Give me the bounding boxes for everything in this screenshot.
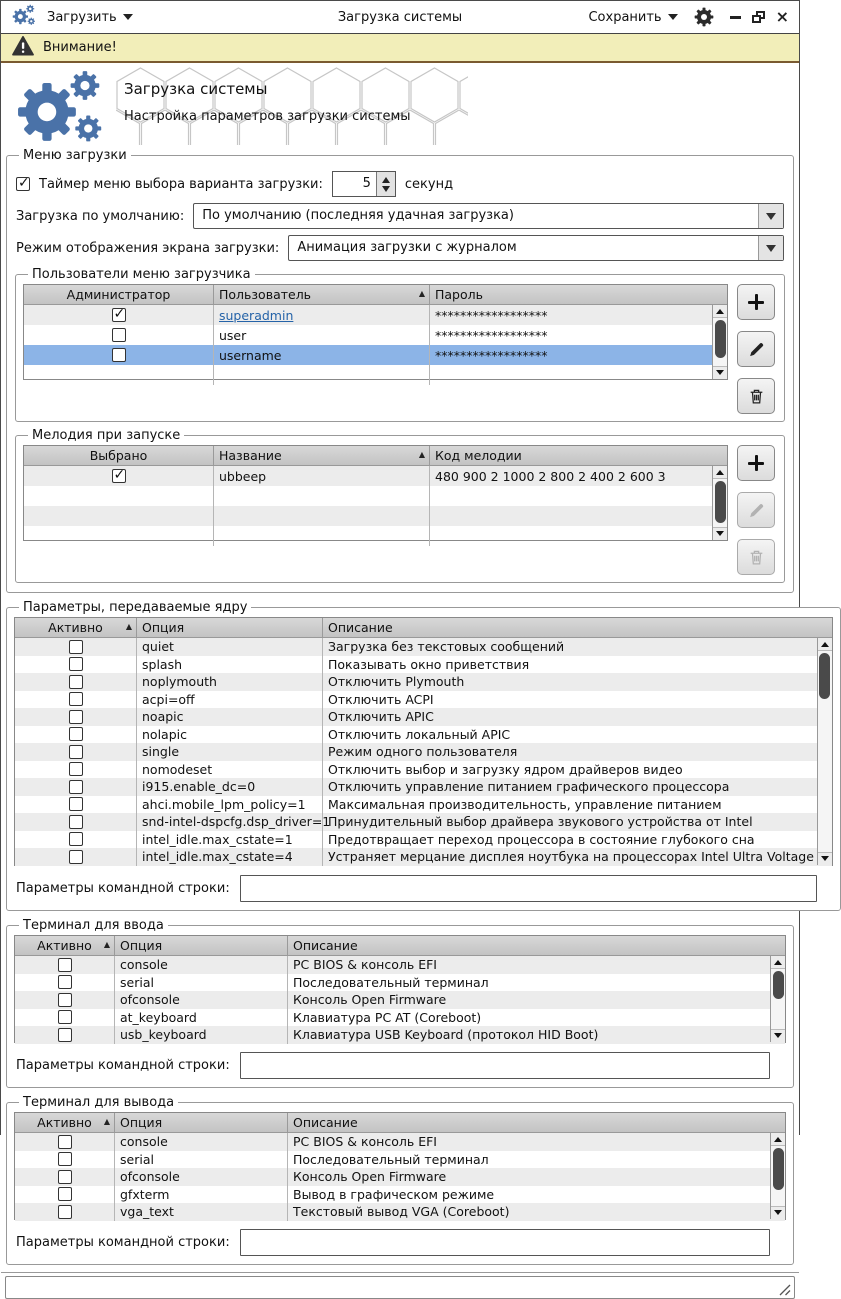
table-row[interactable] (15, 1168, 785, 1186)
table-row[interactable] (15, 726, 832, 744)
scrollbar-thumb[interactable] (773, 971, 784, 999)
scroll-up-icon[interactable] (713, 305, 727, 318)
default-boot-value: По умолчанию (последняя удачная загрузка) (202, 208, 514, 223)
resize-grip[interactable] (779, 1284, 791, 1296)
column-header-name[interactable]: Название ▲ (214, 446, 430, 465)
app-gears-icon (11, 3, 37, 31)
vertical-scrollbar[interactable] (770, 1133, 785, 1219)
password-cell: ****************** (435, 307, 548, 323)
option-cell: single (137, 743, 323, 761)
option-checkbox[interactable] (58, 993, 72, 1007)
kernel-cmdline-input[interactable] (240, 875, 817, 902)
column-header-active[interactable]: Активно ▲ (15, 618, 137, 637)
table-row[interactable] (15, 974, 785, 992)
timer-checkbox[interactable] (16, 177, 30, 191)
input-terminal-body (15, 956, 785, 1044)
table-row[interactable] (15, 848, 832, 866)
option-checkbox[interactable] (69, 710, 83, 724)
spinner-arrows-icon[interactable] (376, 172, 395, 196)
save-menu-label: Сохранить (588, 9, 662, 25)
table-row[interactable] (24, 325, 727, 345)
scrollbar-thumb[interactable] (715, 481, 726, 523)
settings-gear-icon[interactable] (694, 7, 714, 27)
option-checkbox[interactable] (69, 815, 83, 829)
table-row[interactable] (15, 1151, 785, 1169)
kernel-table-header (15, 618, 832, 638)
trash-icon (748, 388, 765, 405)
option-cell: ofconsole (115, 1168, 288, 1186)
option-cell: ahci.mobile_lpm_policy=1 (137, 796, 323, 814)
description-cell: Максимальная производительность, управление питанием (328, 796, 722, 812)
scrollbar-thumb[interactable] (715, 320, 726, 358)
trash-icon (748, 549, 765, 566)
users-table (23, 284, 728, 380)
melody-name-cell: ubbeep (214, 466, 430, 486)
minimize-button[interactable] (730, 16, 741, 19)
option-cell: snd-intel-dspcfg.dsp_driver=1 (137, 813, 323, 831)
table-row-empty (24, 526, 727, 546)
window-title: Загрузка системы (337, 9, 463, 25)
option-checkbox[interactable] (58, 1152, 72, 1166)
timer-label: Таймер меню выбора варианта загрузки: (39, 176, 323, 192)
timer-spinner[interactable] (332, 171, 396, 197)
add-melody-button[interactable] (737, 445, 775, 481)
vertical-scrollbar[interactable] (712, 305, 727, 379)
window-controls (730, 7, 789, 26)
column-header-active[interactable]: Активно ▲ (15, 1113, 115, 1132)
option-cell: acpi=off (137, 691, 323, 709)
table-row[interactable] (15, 796, 832, 814)
description-cell: Принудительный выбор драйвера звукового устройства от Intel (328, 814, 753, 830)
plus-icon (748, 294, 764, 310)
timer-unit: секунд (404, 176, 454, 192)
vertical-scrollbar[interactable] (712, 466, 727, 540)
output-cmdline-label: Параметры командной строки: (16, 1235, 230, 1250)
melody-code-cell: 480 900 2 1000 2 800 2 400 2 600 3 (435, 468, 666, 484)
description-cell: Последовательный терминал (293, 1151, 489, 1167)
option-cell: at_keyboard (115, 1009, 288, 1027)
delete-melody-button[interactable] (737, 539, 775, 575)
description-cell: Клавиатура PC AT (Coreboot) (293, 1009, 482, 1025)
description-cell: Загрузка без текстовых сообщений (328, 639, 565, 655)
description-cell: Отключить локальный APIC (328, 726, 511, 742)
description-cell: PC BIOS & консоль EFI (293, 1134, 437, 1150)
option-checkbox[interactable] (69, 850, 83, 864)
column-header-user[interactable]: Пользователь ▲ (214, 285, 430, 304)
option-cell: nomodeset (137, 761, 323, 779)
table-row[interactable] (15, 691, 832, 709)
table-row-empty (24, 506, 727, 526)
input-cmdline-label: Параметры командной строки: (16, 1058, 230, 1073)
chevron-down-icon (123, 14, 133, 25)
table-row[interactable] (15, 638, 832, 656)
description-cell: Отключить APIC (328, 709, 434, 725)
edit-user-button[interactable] (737, 331, 775, 367)
table-row[interactable] (15, 673, 832, 691)
kernel-params-legend: Параметры, передаваемые ядру (23, 600, 248, 615)
description-cell: PC BIOS & консоль EFI (293, 957, 437, 973)
column-header-description[interactable]: Описание (328, 620, 393, 635)
melody-table-header (24, 446, 727, 466)
table-row[interactable] (15, 1203, 785, 1221)
description-cell: Вывод в графическом режиме (293, 1186, 495, 1202)
description-cell: Текстовый вывод VGA (Coreboot) (293, 1204, 510, 1220)
dropdown-arrow-icon[interactable] (758, 204, 783, 228)
option-cell: noplymouth (137, 673, 323, 691)
scrollbar-thumb[interactable] (773, 1148, 784, 1190)
password-cell: ****************** (435, 327, 548, 343)
output-terminal-body (15, 1133, 785, 1221)
load-menu-button[interactable] (47, 9, 133, 25)
default-boot-label: Загрузка по умолчанию: (16, 208, 185, 224)
password-cell: ****************** (435, 347, 548, 363)
input-terminal-header (15, 936, 785, 956)
page-subtitle: Настройка параметров загрузки системы (124, 109, 411, 124)
boot-users-legend: Пользователи меню загрузчика (32, 267, 251, 282)
table-row[interactable] (15, 1133, 785, 1151)
option-checkbox[interactable] (58, 1170, 72, 1184)
option-checkbox[interactable] (58, 1028, 72, 1042)
startup-melody-group (15, 428, 785, 583)
user-cell[interactable]: username (219, 347, 282, 363)
option-cell: ofconsole (115, 991, 288, 1009)
option-cell: splash (137, 656, 323, 674)
input-terminal-legend: Терминал для ввода (23, 918, 164, 933)
option-cell: vga_text (115, 1203, 288, 1221)
column-header-password[interactable]: Пароль (435, 287, 483, 302)
option-checkbox[interactable] (69, 780, 83, 794)
option-cell: quiet (137, 638, 323, 656)
output-terminal-header (15, 1113, 785, 1133)
table-row[interactable] (15, 761, 832, 779)
option-cell: intel_idle.max_cstate=4 (137, 848, 323, 866)
sort-asc-icon: ▲ (103, 1117, 110, 1126)
maximize-button[interactable] (752, 11, 765, 23)
melody-table (23, 445, 728, 541)
option-checkbox[interactable] (69, 657, 83, 671)
option-checkbox[interactable] (69, 832, 83, 846)
kernel-params-table (14, 617, 833, 866)
table-row[interactable] (24, 345, 727, 365)
sort-asc-icon: ▲ (418, 289, 425, 298)
column-header-description[interactable]: Описание (293, 938, 358, 953)
table-row[interactable] (15, 956, 785, 974)
scroll-up-icon[interactable] (771, 1133, 785, 1146)
table-row[interactable] (15, 1009, 785, 1027)
table-row[interactable] (15, 991, 785, 1009)
vertical-scrollbar[interactable] (817, 638, 832, 865)
pencil-icon (748, 502, 765, 519)
description-cell: Отключить Plymouth (328, 674, 465, 690)
melody-table-body (24, 466, 727, 546)
table-row[interactable] (24, 466, 727, 486)
input-terminal-group (6, 918, 794, 1088)
option-checkbox[interactable] (69, 640, 83, 654)
option-cell: noapic (137, 708, 323, 726)
column-header-active[interactable]: Активно ▲ (15, 936, 115, 955)
table-row[interactable] (15, 778, 832, 796)
column-header-description[interactable]: Описание (293, 1115, 358, 1130)
column-header-code[interactable]: Код мелодии (435, 448, 522, 463)
output-terminal-group (6, 1095, 794, 1265)
description-cell: Консоль Open Firmware (293, 1169, 447, 1185)
default-boot-select[interactable] (193, 203, 784, 229)
option-checkbox[interactable] (69, 745, 83, 759)
scroll-down-icon[interactable] (771, 1206, 785, 1219)
option-checkbox[interactable] (58, 1187, 72, 1201)
table-row[interactable] (15, 831, 832, 849)
column-header-selected[interactable]: Выбрано (24, 446, 214, 465)
save-menu-button[interactable] (588, 9, 677, 25)
delete-user-button[interactable] (737, 378, 775, 414)
timer-value: 5 (362, 176, 371, 191)
users-table-body (24, 305, 727, 385)
load-menu-label: Загрузить (47, 9, 117, 25)
option-checkbox[interactable] (69, 762, 83, 776)
scroll-up-icon[interactable] (713, 466, 727, 479)
edit-melody-button[interactable] (737, 492, 775, 528)
table-row[interactable] (15, 1026, 785, 1044)
startup-melody-legend: Мелодия при запуске (32, 428, 181, 443)
column-header-option[interactable]: Опция (115, 1113, 288, 1132)
dropdown-arrow-icon[interactable] (758, 236, 783, 260)
input-terminal-table (14, 935, 786, 1043)
scroll-down-icon[interactable] (713, 527, 727, 540)
sort-asc-icon: ▲ (418, 450, 425, 459)
user-cell[interactable]: superadmin (219, 307, 294, 323)
column-header-option[interactable]: Опция (137, 618, 323, 637)
option-checkbox[interactable] (58, 958, 72, 972)
close-button[interactable]: × (775, 7, 789, 26)
scroll-up-icon[interactable] (818, 638, 832, 651)
main-content (1, 63, 814, 1273)
melody-checkbox[interactable] (112, 469, 126, 483)
output-terminal-legend: Терминал для вывода (23, 1095, 175, 1110)
table-row[interactable] (15, 1186, 785, 1204)
table-row-empty (24, 365, 727, 385)
option-cell: i915.enable_dc=0 (137, 778, 323, 796)
option-cell: serial (115, 974, 288, 992)
option-checkbox[interactable] (69, 692, 83, 706)
option-cell: gfxterm (115, 1186, 288, 1204)
option-checkbox[interactable] (58, 975, 72, 989)
status-bar (5, 1276, 795, 1299)
display-mode-select[interactable] (288, 235, 784, 261)
description-cell: Отключить управление питанием графического процессора (328, 779, 730, 795)
display-mode-label: Режим отображения экрана загрузки: (16, 240, 280, 256)
column-header-admin[interactable]: Администратор (24, 285, 214, 304)
table-row-empty (24, 486, 727, 506)
option-checkbox[interactable] (69, 675, 83, 689)
banner (6, 67, 794, 145)
option-checkbox[interactable] (58, 1135, 72, 1149)
description-cell: Клавиатура USB Keyboard (протокол HID Boot) (293, 1027, 599, 1043)
description-cell: Отключить ACPI (328, 691, 434, 707)
boot-users-group (15, 267, 785, 422)
scroll-up-icon[interactable] (771, 956, 785, 969)
table-row[interactable] (15, 656, 832, 674)
plus-icon (748, 455, 764, 471)
kernel-cmdline-label: Параметры командной строки: (16, 881, 230, 896)
boot-menu-legend: Меню загрузки (23, 148, 127, 163)
warning-text: Внимание! (43, 40, 117, 55)
table-row[interactable] (24, 305, 727, 325)
description-cell: Режим одного пользователя (328, 744, 518, 760)
option-cell: usb_keyboard (115, 1026, 288, 1044)
kernel-params-group (6, 600, 841, 911)
description-cell: Устраняет мерцание дисплея ноутбука на процессорах Intel Ultra Voltage (328, 849, 814, 865)
sort-asc-icon: ▲ (125, 622, 132, 631)
add-user-button[interactable] (737, 284, 775, 320)
warning-icon (12, 36, 34, 60)
description-cell: Отключить выбор и загрузку ядром драйверов видео (328, 761, 683, 777)
page-title: Загрузка системы (124, 80, 268, 98)
option-checkbox[interactable] (58, 1010, 72, 1024)
option-cell: intel_idle.max_cstate=1 (137, 831, 323, 849)
admin-checkbox[interactable] (112, 308, 126, 322)
chevron-down-icon (668, 14, 678, 25)
table-row[interactable] (15, 813, 832, 831)
kernel-table-body (15, 638, 832, 866)
scroll-down-icon[interactable] (818, 852, 832, 865)
display-mode-value: Анимация загрузки с журналом (297, 240, 517, 255)
user-cell[interactable]: user (219, 327, 247, 343)
option-cell: console (115, 956, 288, 974)
option-checkbox[interactable] (69, 797, 83, 811)
vertical-scrollbar[interactable] (770, 956, 785, 1042)
description-cell: Показывать окно приветствия (328, 656, 530, 672)
column-header-option[interactable]: Опция (115, 936, 288, 955)
toolbar (1, 1, 799, 34)
option-checkbox[interactable] (69, 727, 83, 741)
users-table-header (24, 285, 727, 305)
table-row[interactable] (15, 708, 832, 726)
option-checkbox[interactable] (58, 1205, 72, 1219)
description-cell: Последовательный терминал (293, 974, 489, 990)
scrollbar-thumb[interactable] (819, 653, 830, 699)
table-row[interactable] (15, 743, 832, 761)
admin-checkbox[interactable] (112, 328, 126, 342)
scroll-down-icon[interactable] (771, 1029, 785, 1042)
option-cell: nolapic (137, 726, 323, 744)
boot-menu-group (6, 148, 794, 593)
pencil-icon (748, 341, 765, 358)
option-cell: serial (115, 1151, 288, 1169)
output-terminal-table (14, 1112, 786, 1220)
description-cell: Предотвращает переход процессора в состояние глубокого сна (328, 831, 755, 847)
description-cell: Консоль Open Firmware (293, 992, 447, 1008)
output-cmdline-input[interactable] (240, 1229, 770, 1256)
warning-bar (1, 34, 799, 63)
sort-asc-icon: ▲ (103, 940, 110, 949)
scroll-down-icon[interactable] (713, 366, 727, 379)
input-cmdline-input[interactable] (240, 1052, 770, 1079)
option-cell: console (115, 1133, 288, 1151)
app-logo-gears-icon (14, 69, 108, 149)
admin-checkbox[interactable] (112, 348, 126, 362)
